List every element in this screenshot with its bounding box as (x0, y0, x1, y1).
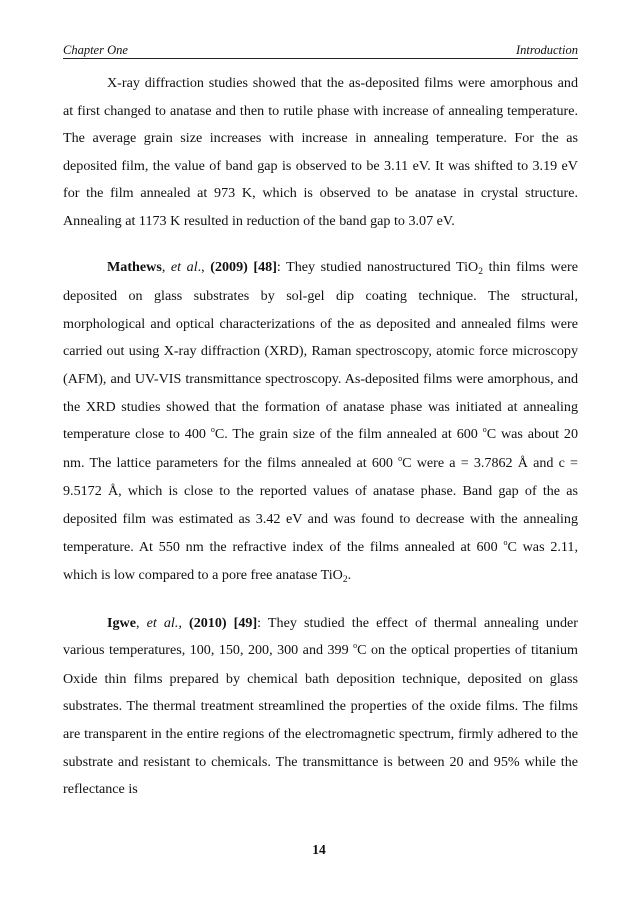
text-run: C was about 20 nm. The lattice parameters for the films annealed at 600 (63, 426, 579, 471)
citation-ref: (2010) [49] (189, 614, 258, 631)
text-run: C on the optical properties of titanium Oxide thin films prepared by chemical bath deposition technique, deposited on glass substrates. The thermal treatment streamlined the properties of the oxide films. The films are transparent in the entire regions of the electromagnetic spectrum, firmly adhered to the substrate and resistant to chemicals. The transmittance is between 20 and 95% while the reflectance is (63, 642, 579, 798)
text-run: : They studied the effect of thermal annealing under various temperatures, 100, 150, 200, 300 and 399 (63, 614, 578, 659)
page-number: 14 (312, 842, 326, 857)
separator: , (161, 258, 171, 275)
subscript: 2 (342, 575, 348, 586)
author-name: Igwe (107, 614, 136, 631)
text-run: . (347, 567, 352, 584)
separator (182, 615, 189, 631)
section-label: Introduction (515, 43, 578, 57)
text-run: C was 2.11, which is low compared to a pore free anatase TiO (63, 538, 579, 584)
et-al: et al., (146, 614, 182, 631)
text-run: thin films were deposited on glass substrates by sol-gel dip coating technique. The structural, morphological and optical characterizations of the as deposited and annealed films were carried out using X-ray diffraction (XRD), Raman spectroscopy, atomic force microscopy (AFM), and UV-VIS transmittance spectroscopy. As-deposited films were amorphous, and the XRD studies showed that the formation of anatase phase was initiated at annealing temperature close to 400 (63, 258, 579, 443)
text-run: C. The grain size of the film annealed at 600 (214, 426, 483, 443)
paragraph-text: X-ray diffraction studies showed that the as-deposited films were amorphous and at first changed to anatase and then to rutile phase with increase of annealing temperature. The average grain size increases with increase in annealing temperature. For the as deposited film, the value of band gap is observed to be 3.11 eV. It was shifted to 3.19 eV for the film annealed at 973 K, which is observed to be anatase in crystal structure. Annealing at 1173 K resulted in reduction of the band gap to 3.07 eV. (63, 75, 578, 229)
degree-sign: o (398, 453, 403, 463)
et-al: et al (170, 258, 198, 275)
chapter-label: Chapter One (63, 43, 128, 57)
paragraph-xrd (63, 70, 578, 236)
text-run: C were a = 3.7862 Å and c = 9.5172 Å, which is close to the reported values of anatase phase. Band gap of the as deposited film was estimated as 3.42 eV and was found to decrease with the annealing temperature. At 550 nm the refractive index of the films annealed at 600 (63, 454, 578, 555)
subscript: 2 (478, 266, 483, 277)
degree-sign: o (503, 537, 508, 547)
page-header (63, 38, 578, 58)
paragraph-mathews (63, 254, 578, 592)
degree-sign: o (353, 641, 358, 651)
separator: , (135, 614, 147, 631)
paragraph-igwe (63, 610, 578, 804)
text-run: : They studied nanostructured TiO (276, 258, 479, 275)
header-rule (63, 58, 578, 59)
degree-sign: o (482, 425, 487, 435)
degree-sign: o (210, 425, 215, 435)
author-name: Mathews (107, 258, 162, 275)
separator: ., (197, 258, 211, 275)
body-text (63, 70, 578, 804)
citation-ref: (2009) [48] (210, 258, 277, 275)
